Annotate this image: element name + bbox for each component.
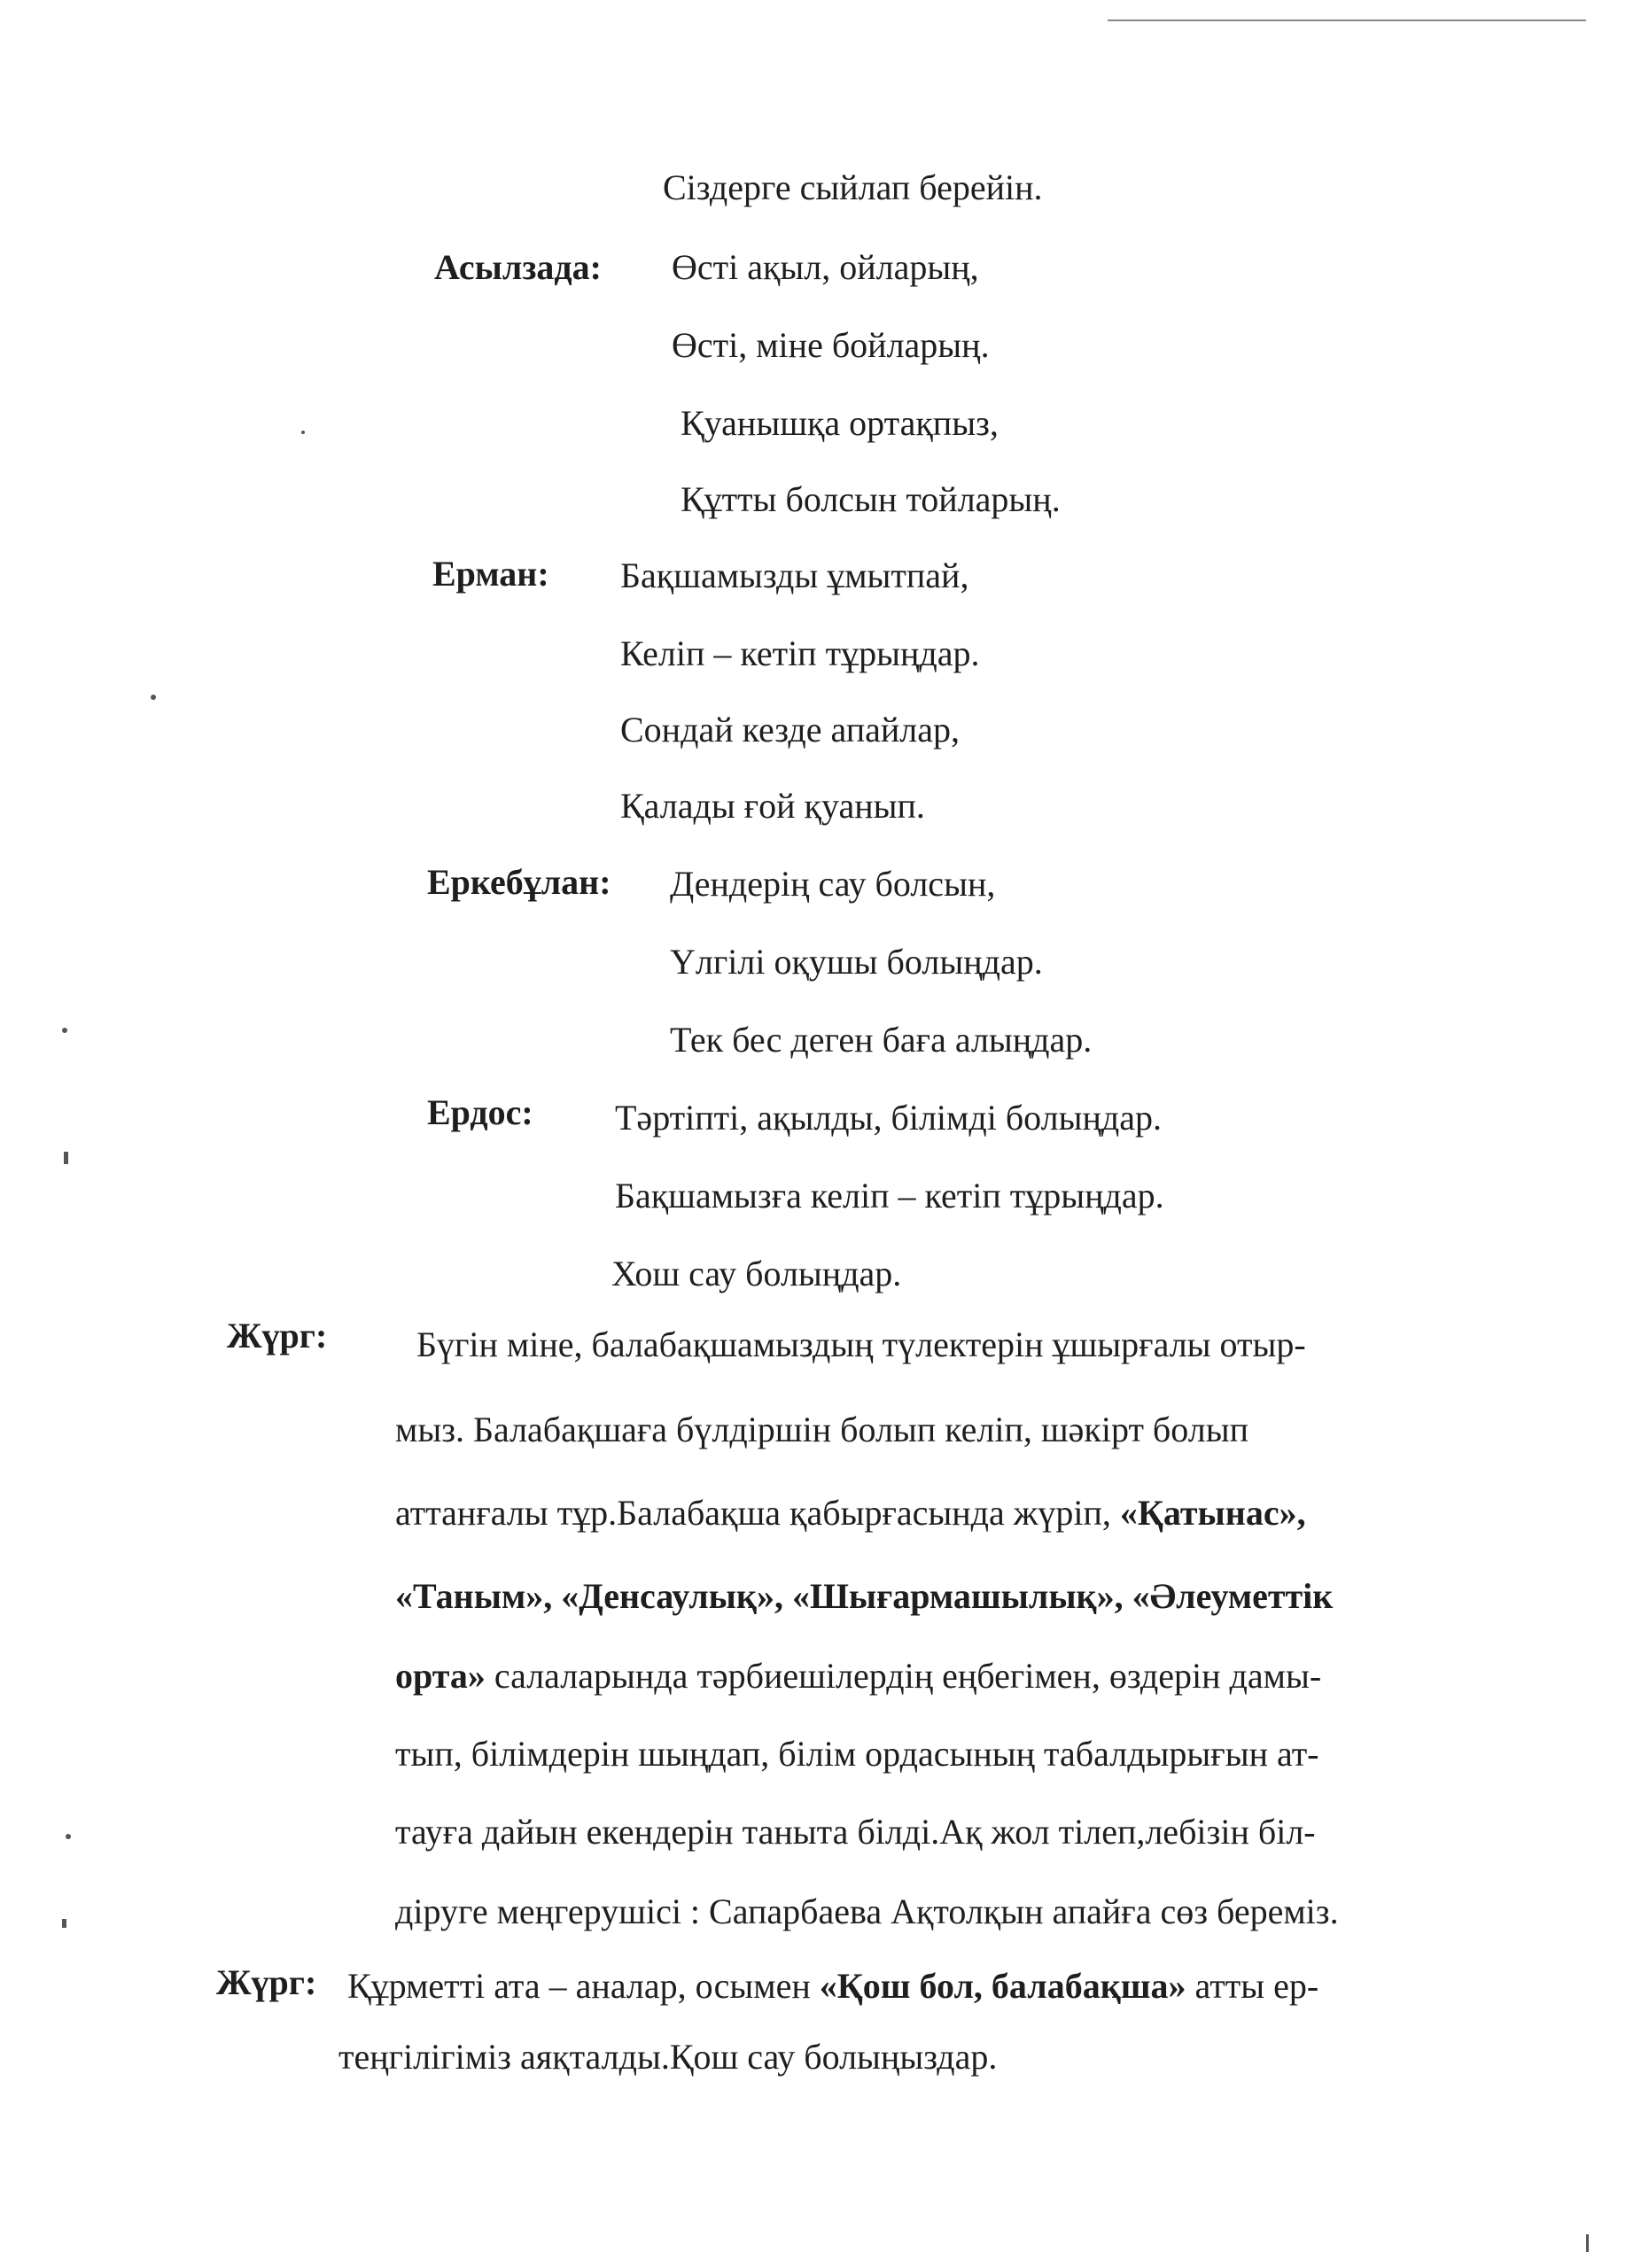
speaker-host: Жүрг: <box>227 1316 328 1355</box>
scan-mark <box>62 1919 66 1928</box>
speaker-erman: Ерман: <box>432 554 549 594</box>
host-line: теңгілігіміз аяқталды.Қош сау болыңыздар. <box>338 2037 998 2077</box>
host-text: аттанғалы тұр.Балабақша қабырғасында жүріп, <box>395 1493 1120 1533</box>
poem-line: Сіздерге сыйлап берейін. <box>663 167 1043 207</box>
host-text-bold: «Қош бол, балабақша» <box>819 1966 1186 2006</box>
poem-line: Бақшамызға келіп – кетіп тұрыңдар. <box>615 1176 1164 1216</box>
host-line <box>395 1495 1306 1531</box>
poem-line: Бақшамызды ұмытпай, <box>620 555 969 595</box>
poem-line: Келіп – кетіп тұрыңдар. <box>620 633 980 673</box>
scan-mark <box>62 1028 67 1033</box>
host-line-bold: «Таным», «Денсаулық», «Шығармашылық», «Әлеуметтік <box>395 1576 1334 1616</box>
host-line <box>347 1966 1319 2006</box>
poem-line: Тәртіпті, ақылды, білімді болыңдар. <box>615 1098 1162 1138</box>
scan-mark <box>66 1834 71 1839</box>
host-line <box>395 1658 1321 1694</box>
scan-mark <box>64 1152 68 1164</box>
host-text-bold: «Қатынас», <box>1119 1493 1306 1533</box>
host-text: атты ер- <box>1186 1966 1319 2006</box>
scan-mark <box>151 695 156 700</box>
speaker-host: Жүрг: <box>216 1962 317 2002</box>
host-line: тауға дайын екендерін таныта білді.Ақ жол тілеп,лебізін біл- <box>395 1812 1316 1852</box>
speaker-erkebulan: Еркебұлан: <box>427 862 611 902</box>
poem-line: Сондай кезде апайлар, <box>620 710 960 750</box>
poem-line: Қуанышқа ортақпыз, <box>681 403 999 443</box>
host-line: тып, білімдерін шыңдап, білім ордасының табалдырығын ат- <box>395 1734 1319 1774</box>
poem-line: Хош сау болыңдар. <box>611 1254 902 1293</box>
scan-mark <box>1108 19 1586 21</box>
poem-line: Құтты болсын тойларың. <box>681 479 1061 519</box>
poem-line: Үлгілі оқушы болыңдар. <box>670 942 1043 982</box>
host-text-bold: орта» <box>395 1656 486 1696</box>
scan-mark <box>301 431 305 434</box>
speaker-erdos: Ердос: <box>427 1092 533 1132</box>
poem-line: Тек бес деген баға алыңдар. <box>670 1020 1093 1060</box>
host-text: Құрметті ата – аналар, осымен <box>347 1966 820 2006</box>
host-line: мыз. Балабақшаға бүлдіршін болып келіп, шәкірт болып <box>395 1410 1248 1449</box>
scan-mark <box>1586 2234 1589 2252</box>
host-line: Бүгін міне, балабақшамыздың түлектерін ұшырғалы отыр- <box>416 1324 1306 1364</box>
poem-line: Өсті ақыл, ойларың, <box>672 247 979 287</box>
poem-line: Өсті, міне бойларың. <box>672 325 990 365</box>
poem-line: Қалады ғой қуанып. <box>620 786 925 826</box>
host-line: діруге меңгерушісі : Сапарбаева Ақтолқын апайға сөз береміз. <box>395 1891 1339 1931</box>
poem-line: Дендерің сау болсын, <box>670 864 996 904</box>
host-text: салаларында тәрбиешілердің еңбегімен, өздерін дамы- <box>485 1656 1322 1696</box>
speaker-asylzada: Асылзада: <box>434 247 602 287</box>
